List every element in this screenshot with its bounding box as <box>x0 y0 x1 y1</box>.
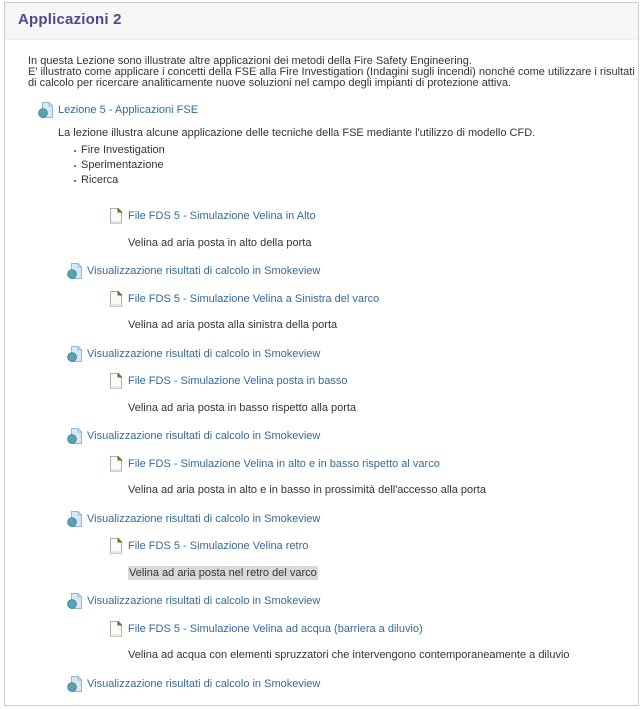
file-document-icon <box>108 373 124 389</box>
scorm-activity-link[interactable]: Visualizzazione risultati di calcolo in Smokeview <box>87 265 321 277</box>
scorm-package-icon <box>67 593 83 609</box>
activity-description <box>5 648 628 664</box>
scorm-activity-link[interactable]: Visualizzazione risultati di calcolo in Smokeview <box>87 430 321 442</box>
list-item: Fire Investigation <box>73 143 628 158</box>
description-text: Velina ad aria posta in alto della porta <box>128 236 312 249</box>
activity-row <box>5 511 628 527</box>
file-resource-link[interactable]: File FDS - Simulazione Velina in alto e in basso rispetto al varco <box>128 457 440 470</box>
activity-row <box>5 373 628 389</box>
activity-description <box>5 318 628 334</box>
activity-description <box>5 401 628 417</box>
activity-description <box>5 236 628 252</box>
file-resource-link[interactable]: File FDS - Simulazione Velina posta in basso <box>128 375 348 387</box>
lesson-description: La lezione illustra alcune applicazione delle tecniche della FSE mediante l'utilizzo di modello CFD. <box>58 127 536 139</box>
summary-line: di calcolo per ricercare analiticamente nuove soluzioni nel campo degli impianti di protezione attiva. <box>28 77 512 89</box>
description-text: Velina ad aria posta in basso rispetto alla porta <box>128 401 357 414</box>
file-document-icon <box>108 208 124 224</box>
file-document-icon <box>108 291 124 307</box>
list-item: Sperimentazione <box>73 158 628 173</box>
activity-row <box>5 263 628 279</box>
activity-description <box>5 566 628 582</box>
section-header <box>5 3 638 40</box>
description-text: Velina ad acqua con elementi spruzzatori che intervengono contemporaneamente a diluvio <box>128 649 570 661</box>
lesson-topics-list <box>5 143 628 188</box>
lesson-activity-row <box>5 102 628 118</box>
activity-row <box>5 456 628 472</box>
scorm-activity-link[interactable]: Visualizzazione risultati di calcolo in Smokeview <box>87 347 321 360</box>
activity-row <box>5 346 628 362</box>
course-section <box>4 2 639 706</box>
file-document-icon <box>108 538 124 554</box>
file-resource-link[interactable]: File FDS 5 - Simulazione Velina in Alto <box>128 210 316 222</box>
summary-line: In questa Lezione sono illustrate altre applicazioni dei metodi della Fire Safety Engineering. <box>28 55 472 67</box>
scorm-package-icon <box>67 428 83 444</box>
activity-row <box>5 593 628 609</box>
file-document-icon <box>108 621 124 637</box>
section-content <box>5 40 638 692</box>
file-resource-link[interactable]: File FDS 5 - Simulazione Velina ad acqua (barriera a diluvio) <box>128 622 423 635</box>
scorm-package-icon <box>67 346 83 362</box>
scorm-package-icon <box>67 676 83 692</box>
activity-row <box>5 538 628 554</box>
file-resource-link[interactable]: File FDS 5 - Simulazione Velina retro <box>128 540 309 552</box>
activity-row <box>5 676 628 692</box>
scorm-package-icon <box>67 263 83 279</box>
file-resource-link[interactable]: File FDS 5 - Simulazione Velina a Sinistra del varco <box>128 292 380 305</box>
activity-row <box>5 208 628 224</box>
lesson-link[interactable]: Lezione 5 - Applicazioni FSE <box>58 104 199 116</box>
list-item: Ricerca <box>73 173 628 188</box>
activity-row <box>5 621 628 637</box>
description-text: Velina ad aria posta in alto e in basso in prossimità dell'accesso alla porta <box>128 484 486 496</box>
page-title: Applicazioni 2 <box>18 11 122 28</box>
activity-list <box>5 208 628 692</box>
scorm-activity-link[interactable]: Visualizzazione risultati di calcolo in Smokeview <box>87 595 321 607</box>
section-summary <box>28 55 635 89</box>
activity-description <box>5 483 628 499</box>
file-document-icon <box>108 456 124 472</box>
scorm-activity-link[interactable]: Visualizzazione risultati di calcolo in Smokeview <box>87 512 321 525</box>
activity-row <box>5 428 628 444</box>
scorm-package-icon <box>38 102 54 118</box>
scorm-activity-link[interactable]: Visualizzazione risultati di calcolo in Smokeview <box>87 677 321 690</box>
scorm-package-icon <box>67 511 83 527</box>
activity-row <box>5 291 628 307</box>
summary-line: E' illustrato come applicare i concetti della FSE alla Fire Investigation (Indagini sugli incendi) nonché come utilizzare i risultati <box>28 66 635 78</box>
description-text: Velina ad aria posta alla sinistra della porta <box>128 319 338 331</box>
highlighted-description-text: Velina ad aria posta nel retro del varco <box>129 566 317 579</box>
